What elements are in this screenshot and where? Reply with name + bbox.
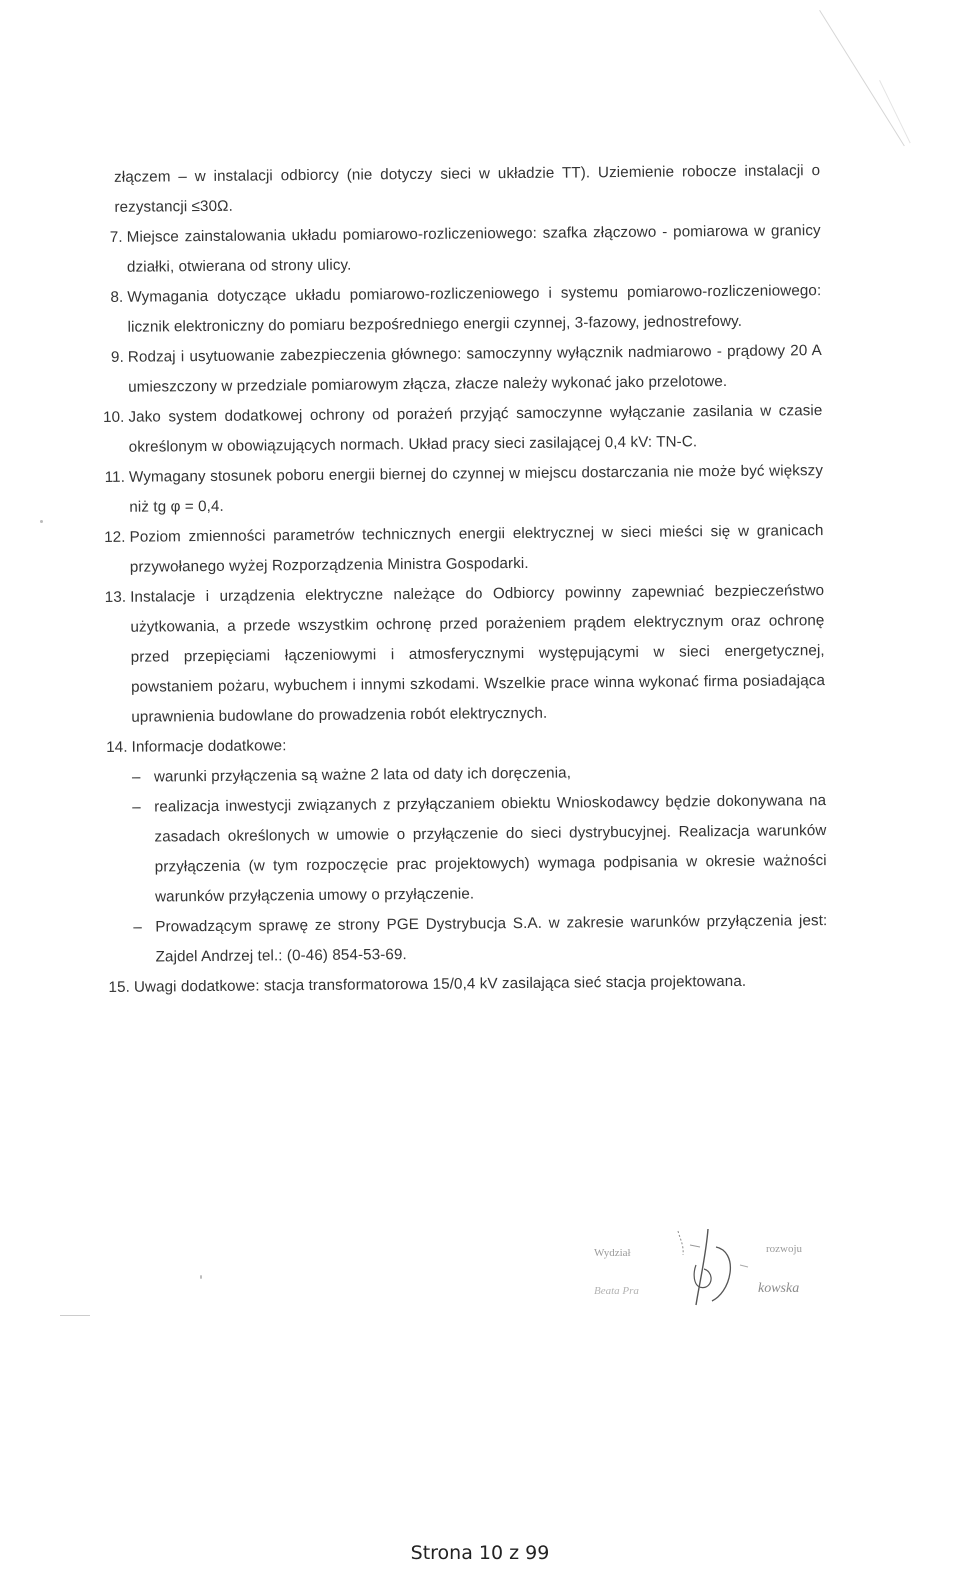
item-number: 7. — [109, 228, 123, 246]
list-item-11 — [103, 456, 824, 523]
item-text: Informacje dodatkowe: — [131, 737, 287, 756]
item-number: 15. — [108, 978, 130, 996]
document-body — [100, 156, 828, 1003]
stamp-text: Beata Pra — [594, 1285, 639, 1297]
signature-stamp — [590, 1225, 820, 1315]
page-number-footer: Strona 10 z 99 — [410, 1542, 550, 1564]
item-number: 11. — [104, 468, 126, 486]
item-text: Miejsce zainstalowania układu pomiarowo-rozliczeniowego: szafka złączowo - pomiarowa w granicy działki, otwierana od strony ulicy. — [126, 222, 821, 276]
item-text: Poziom zmienności parametrów technicznych energii elektrycznej w sieci mieści się w granicach przywołanego wyżej Rozporządzenia Ministra Gospodarki. — [129, 522, 824, 576]
scan-speck — [60, 1315, 90, 1316]
dash-bullet: – — [131, 768, 141, 786]
list-item-13 — [104, 576, 825, 733]
item-text: Wymagany stosunek poboru energii biernej do czynnej w miejscu dostarczania nie może być większy niż tg φ = 0,4. — [128, 462, 824, 516]
handwritten-signature-icon — [590, 1225, 820, 1315]
item-number: 8. — [110, 288, 124, 306]
list-item-10 — [102, 396, 823, 463]
item-number: 9. — [110, 348, 124, 366]
scan-speck — [40, 520, 43, 523]
list-item-15 — [108, 966, 828, 1003]
sub-item-text: warunki przyłączenia są ważne 2 lata od daty ich doręczenia, — [153, 764, 572, 786]
item-text: Rodzaj i usytuowanie zabezpieczenia głównego: samoczynny wyłącznik nadmiarowo - prądowy 20 A umieszczony w przedziale pomiarowym złącza, złacze należy wykonać jako przelotowe. — [127, 342, 822, 396]
intro-paragraph: złączem – w instalacji odbiorcy (nie dotyczy sieci w układzie TT). Uziemienie robocze instalacji o rezystancji ≤30Ω. — [114, 162, 821, 216]
item-number: 13. — [104, 588, 127, 606]
scan-artifact-line — [819, 10, 905, 146]
list-item-9 — [102, 336, 823, 403]
dash-bullet: – — [132, 798, 141, 816]
stamp-text: kowska — [758, 1281, 800, 1296]
item-number: 10. — [102, 408, 125, 426]
stamp-text: Wydział — [594, 1247, 631, 1259]
scan-speck — [200, 1275, 202, 1279]
item-number: 14. — [106, 738, 128, 756]
item-number: 12. — [104, 528, 126, 546]
sub-item — [106, 786, 827, 913]
list-item-8 — [101, 276, 822, 343]
list-item-7 — [101, 216, 822, 283]
item-text: Uwagi dodatkowe: stacja transformatorowa 15/0,4 kV zasilająca sieć stacja projektowana. — [133, 972, 747, 996]
sub-item-text: realizacja inwestycji związanych z przyłączaniem obiektu Wnioskodawcy będzie dokonywana na zasadach określonych w umowie o przyłączenie do sieci dystrybucyjnej. Realizacja warunków przyłączenia (w tym rozpoczęcie prac projektowych) wymaga podpisania w okresie ważności warunków przyłączenia umowy o przyłączenie. — [154, 792, 827, 906]
item-text: Wymagania dotyczące układu pomiarowo-rozliczeniowego i systemu pomiarowo-rozliczeniowego: licznik elektroniczny do pomiaru bezpośredniego energii czynnej, 3-fazowy, jednostrefowy. — [127, 282, 822, 336]
sub-item-text: Prowadzącym sprawę ze strony PGE Dystrybucja S.A. w zakresie warunków przyłączenia jest: Zajdel Andrzej tel.: (0-46) 854-53-69. — [155, 912, 828, 966]
list-item-12 — [103, 516, 824, 583]
item-text: Jako system dodatkowej ochrony od porażeń przyjąć samoczynne wyłączanie zasilania w czasie określonym w obowiązujących normach. Układ pracy sieci zasilającej 0,4 kV: TN-C. — [128, 402, 823, 456]
stamp-text: rozwoju — [766, 1243, 803, 1255]
dash-bullet: – — [133, 918, 142, 936]
sub-item — [107, 906, 828, 973]
item-text: Instalacje i urządzenia elektryczne należące do Odbiorcy powinny zapewniać bezpieczeństwo użytkowania, a przede wszystkim ochronę przed porażeniem prądem elektrycznym oraz ochronę przed przepięciami łączeniowymi i atmosferycznymi występującymi w sieci energetycznej, powstaniem pożaru, wybuchem i innymi szkodami. Wszelkie prace winna wykonać firma posiadająca uprawnienia budowlane do prowadzenia robót elektrycznych. — [130, 582, 826, 726]
